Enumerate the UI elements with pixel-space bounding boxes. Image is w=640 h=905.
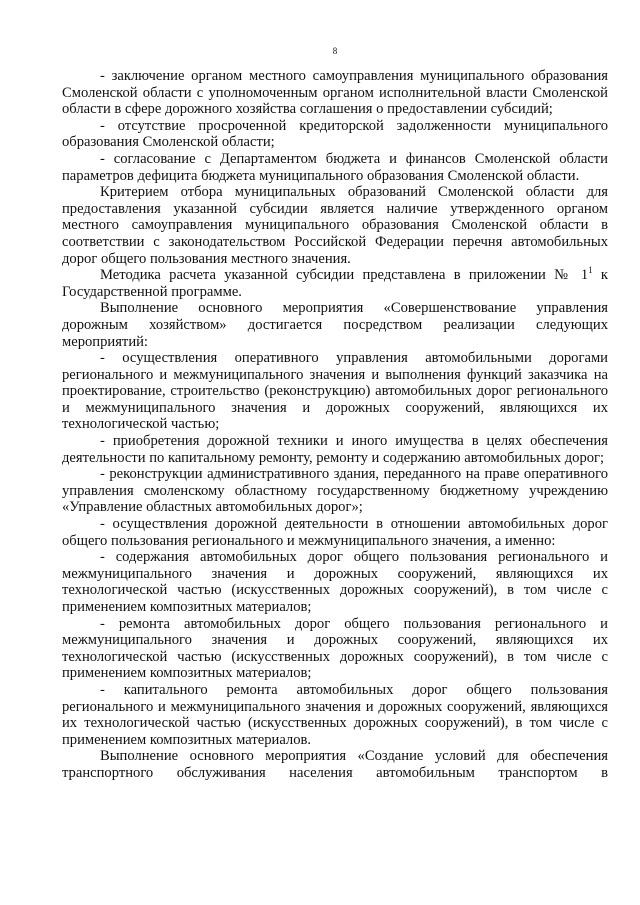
paragraph: Критерием отбора муниципальных образований Смоленской области для предоставления указанной субсидии является наличие утвержденного органом местного самоуправления муниципального образования Смоленской области в соответствии с законодательством Российской Федерации перечня автомобильных дорог общего пользования местного значения. xyxy=(62,184,608,267)
paragraph: - заключение органом местного самоуправления муниципального образования Смоленской области с уполномоченным органом исполнительной власти Смоленской области в сфере дорожного хозяйства соглашения о предоставлении субсидий; xyxy=(62,68,608,118)
methodology-paragraph xyxy=(62,267,608,300)
activity-paragraph: Выполнение основного мероприятия «Совершенствование управления дорожным хозяйством» достигается посредством реализации следующих мероприятий: xyxy=(62,300,608,350)
footnote-marker: 1 xyxy=(588,265,593,276)
list-item: - приобретения дорожной техники и иного имущества в целях обеспечения деятельности по капитальному ремонту, ремонту и содержанию автомобильных дорог; xyxy=(62,433,608,466)
document-body xyxy=(62,68,608,782)
methodology-text: Методика расчета указанной субсидии представлена в приложении № 1 xyxy=(100,267,589,284)
paragraph: - согласование с Департаментом бюджета и финансов Смоленской области параметров дефицита бюджета муниципального образования Смоленской области. xyxy=(62,150,608,184)
list-item: - содержания автомобильных дорог общего пользования регионального и межмуниципального значения и дорожных сооружений, являющихся их технологической частью (искусственных дорожных сооружений), в том числе с применением композитных материалов; xyxy=(62,549,608,615)
list-item: - осуществления дорожной деятельности в отношении автомобильных дорог общего пользования регионального и межмуниципального значения, а именно: xyxy=(62,516,608,549)
list-item: - реконструкции административного здания, переданного на праве оперативного управления смоленскому областному государственному бюджетному учреждению «Управление областных автомобильных дорог»; xyxy=(62,466,608,516)
methodology-text-end: к Государственной программе. xyxy=(62,267,608,300)
paragraph: - отсутствие просроченной кредиторской задолженности муниципального образования Смоленской области; xyxy=(62,117,608,151)
list-item: - капитального ремонта автомобильных дорог общего пользования регионального и межмуниципального значения и дорожных сооружений, являющихся их технологической частью (искусственных дорожных сооружений), в том числе с применением композитных материалов. xyxy=(62,681,608,748)
list-item: - ремонта автомобильных дорог общего пользования регионального и межмуниципального значения и дорожных сооружений, являющихся их технологической частью (искусственных дорожных сооружений), в том числе с применением композитных материалов; xyxy=(62,615,608,682)
list-item: - осуществления оперативного управления автомобильными дорогами регионального и межмуниципального значения и выполнения функций заказчика на проектирование, строительство (реконструкцию) автомобильных дорог регионального и межмуниципального значения и дорожных сооружений, являющихся их технологической частью; xyxy=(62,350,608,433)
page-number: 8 xyxy=(332,46,338,56)
activity-paragraph-continued: Выполнение основного мероприятия «Создание условий для обеспечения транспортного обслуживания населения автомобильным транспортом в xyxy=(62,748,608,781)
